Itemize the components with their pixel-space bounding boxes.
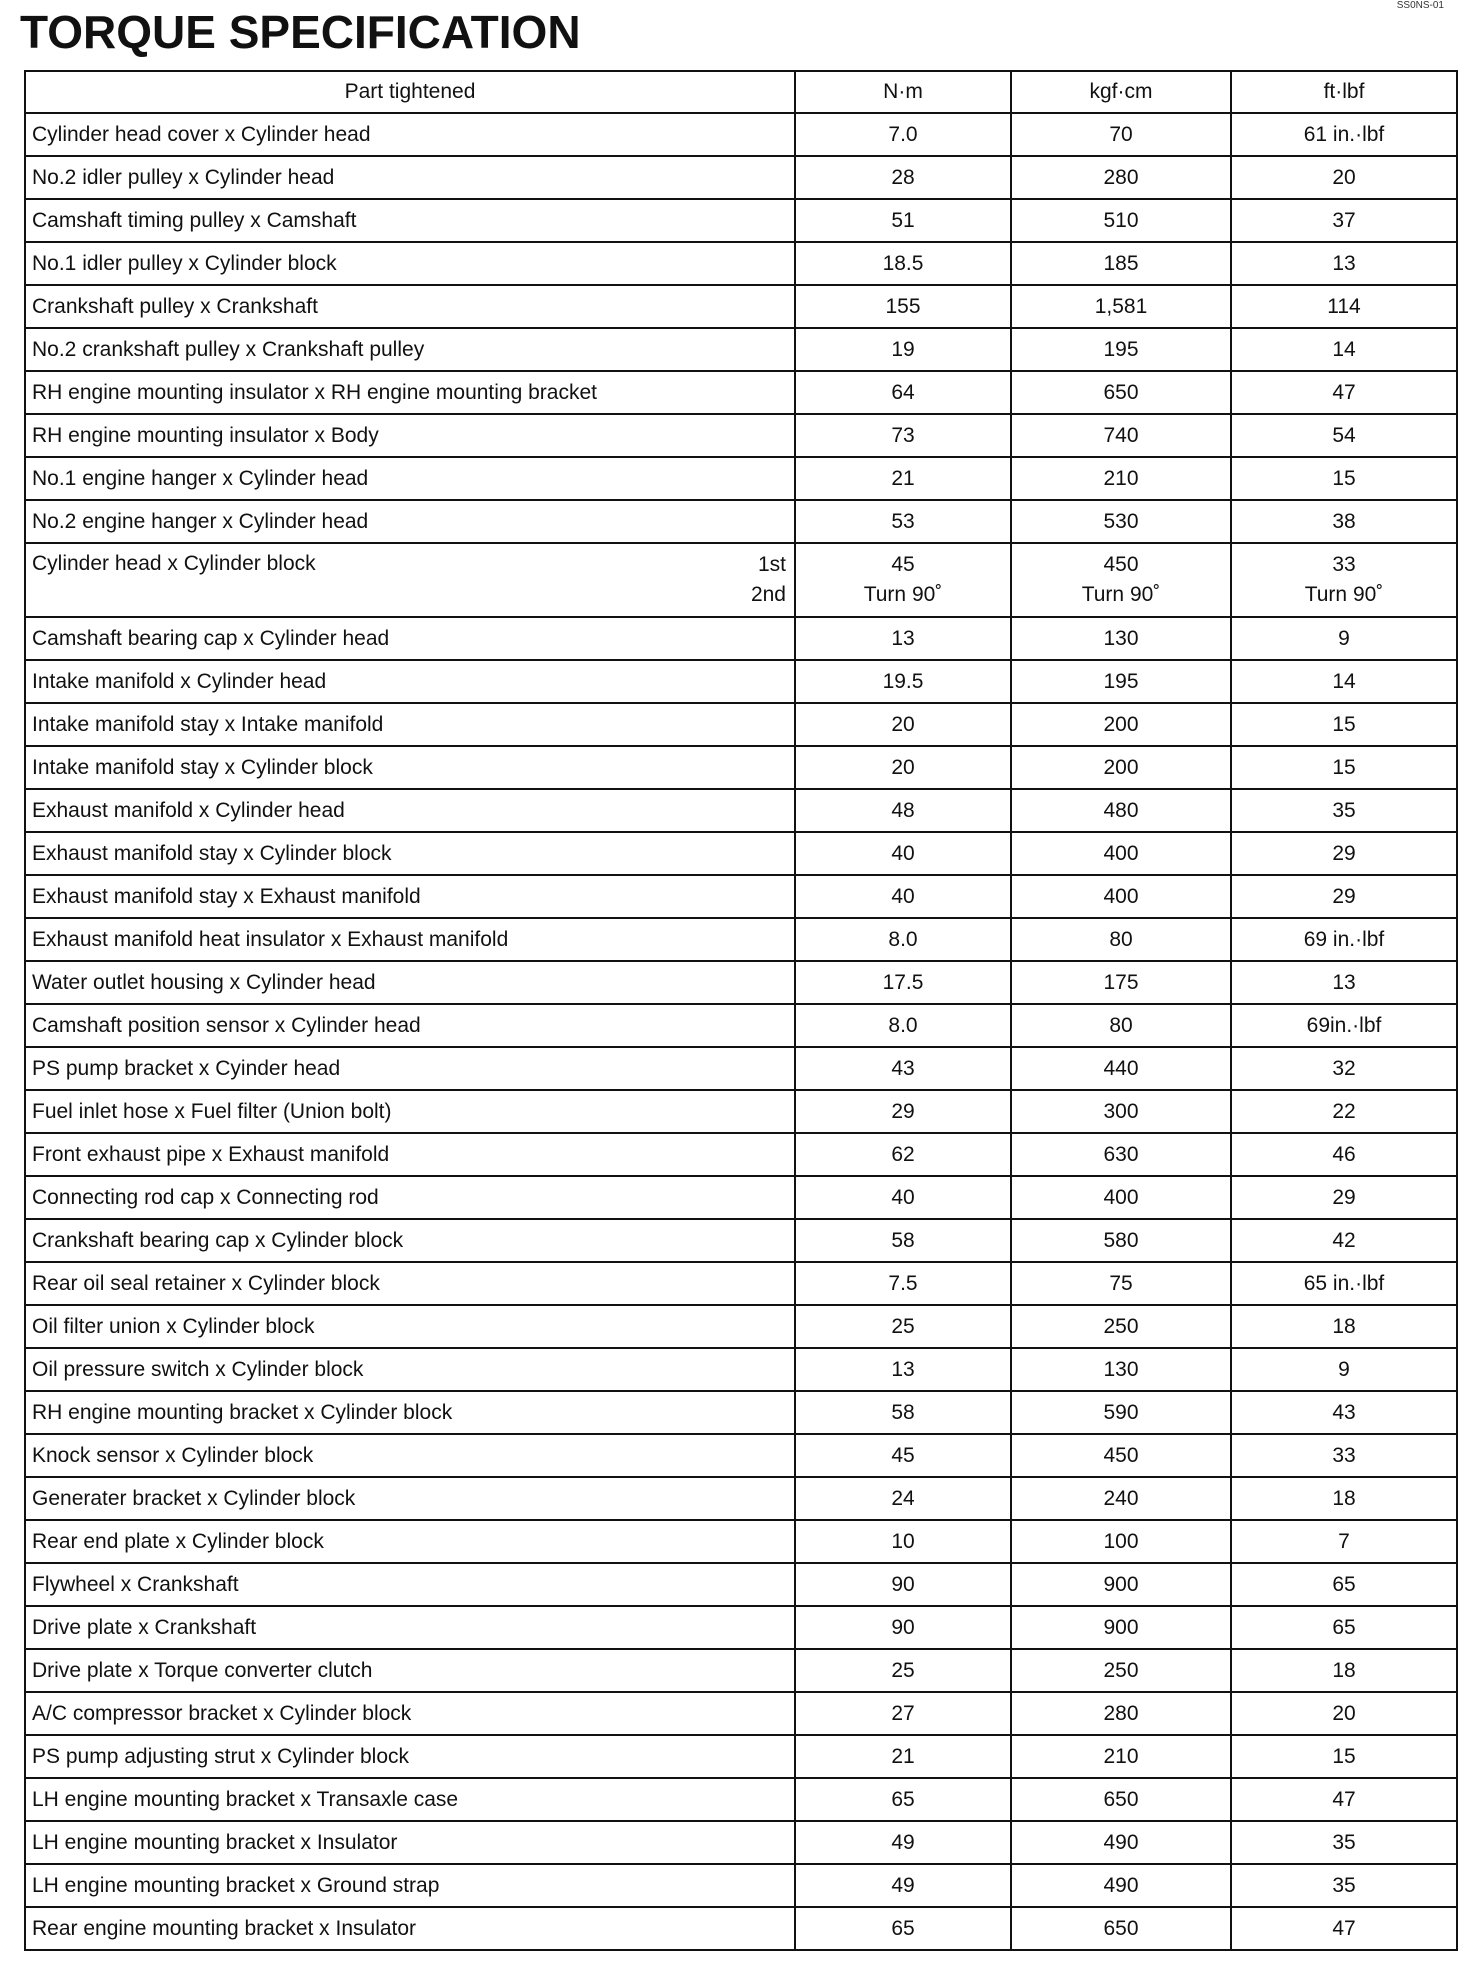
ftlbf-cell: 14 [1231,328,1457,371]
part-cell: Exhaust manifold x Cylinder head [25,789,795,832]
kgfcm-cell: 530 [1011,500,1231,543]
table-row [25,414,1457,457]
kgfcm-cell: 130 [1011,1348,1231,1391]
nm-cell: 21 [795,457,1011,500]
kgfcm-cell: 200 [1011,746,1231,789]
table-row [25,961,1457,1004]
table-row [25,500,1457,543]
header-nm: N·m [795,71,1011,113]
table-row [25,285,1457,328]
ftlbf-cell-step1: 33 [1332,553,1356,576]
nm-cell: 20 [795,746,1011,789]
table-row [25,1692,1457,1735]
ftlbf-cell: 9 [1231,617,1457,660]
table-row [25,1520,1457,1563]
part-cell: LH engine mounting bracket x Insulator [25,1821,795,1864]
table-row [25,1649,1457,1692]
nm-cell: 65 [795,1778,1011,1821]
ftlbf-cell: 20 [1231,1692,1457,1735]
kgfcm-cell: 250 [1011,1305,1231,1348]
ftlbf-cell: 7 [1231,1520,1457,1563]
ftlbf-cell: 29 [1231,875,1457,918]
kgfcm-cell: 175 [1011,961,1231,1004]
header-part: Part tightened [25,71,795,113]
kgfcm-cell: 490 [1011,1821,1231,1864]
nm-cell: 53 [795,500,1011,543]
part-cell: Rear end plate x Cylinder block [25,1520,795,1563]
kgfcm-cell: 210 [1011,1735,1231,1778]
nm-cell: 25 [795,1649,1011,1692]
part-cell: No.1 idler pulley x Cylinder block [25,242,795,285]
nm-cell-step1: 45 [891,553,915,576]
table-row [25,1047,1457,1090]
part-cell: No.1 engine hanger x Cylinder head [25,457,795,500]
part-cell: Camshaft position sensor x Cylinder head [25,1004,795,1047]
ftlbf-cell: 15 [1231,1735,1457,1778]
table-row [25,328,1457,371]
table-row [25,1090,1457,1133]
part-cell: Intake manifold x Cylinder head [25,660,795,703]
nm-cell: 90 [795,1606,1011,1649]
nm-cell: 29 [795,1090,1011,1133]
ftlbf-cell: 35 [1231,1821,1457,1864]
kgfcm-cell: 200 [1011,703,1231,746]
part-cell: Oil pressure switch x Cylinder block [25,1348,795,1391]
ftlbf-cell: 61 in.·lbf [1231,113,1457,156]
part-cell: Exhaust manifold stay x Cylinder block [25,832,795,875]
kgfcm-cell: 580 [1011,1219,1231,1262]
nm-cell: 40 [795,832,1011,875]
table-row [25,242,1457,285]
nm-cell: 13 [795,1348,1011,1391]
kgfcm-cell: 480 [1011,789,1231,832]
kgfcm-cell: 250 [1011,1649,1231,1692]
table-row [25,1434,1457,1477]
ftlbf-cell: 114 [1231,285,1457,328]
ftlbf-cell: 38 [1231,500,1457,543]
nm-cell: 62 [795,1133,1011,1176]
table-row [25,660,1457,703]
table-row [25,832,1457,875]
kgfcm-cell: 740 [1011,414,1231,457]
table-row [25,1477,1457,1520]
kgfcm-cell: 80 [1011,1004,1231,1047]
kgfcm-cell-step1: 450 [1103,553,1139,576]
nm-cell: 49 [795,1821,1011,1864]
kgfcm-cell: 900 [1011,1606,1231,1649]
ftlbf-cell: 69 in.·lbf [1231,918,1457,961]
kgfcm-cell: 450 [1011,1434,1231,1477]
table-row [25,1735,1457,1778]
ftlbf-cell: 65 in.·lbf [1231,1262,1457,1305]
kgfcm-cell: 490 [1011,1864,1231,1907]
part-cell: Rear engine mounting bracket x Insulator [25,1907,795,1950]
table-row [25,1606,1457,1649]
part-cell: Crankshaft bearing cap x Cylinder block [25,1219,795,1262]
ftlbf-cell: 35 [1231,1864,1457,1907]
kgfcm-cell: 70 [1011,113,1231,156]
table-row [25,1219,1457,1262]
nm-cell: 8.0 [795,918,1011,961]
kgfcm-cell: 80 [1011,918,1231,961]
nm-cell: 8.0 [795,1004,1011,1047]
ftlbf-cell: 47 [1231,371,1457,414]
nm-cell: 7.0 [795,113,1011,156]
table-body [25,113,1457,1950]
ftlbf-cell: 20 [1231,156,1457,199]
nm-cell: 19.5 [795,660,1011,703]
kgfcm-cell: 75 [1011,1262,1231,1305]
nm-cell: 155 [795,285,1011,328]
table-row [25,1391,1457,1434]
nm-cell: 13 [795,617,1011,660]
ftlbf-cell: 15 [1231,746,1457,789]
ftlbf-cell: 54 [1231,414,1457,457]
ftlbf-cell: 18 [1231,1477,1457,1520]
part-cell: Front exhaust pipe x Exhaust manifold [25,1133,795,1176]
kgfcm-cell: 210 [1011,457,1231,500]
kgfcm-cell: 650 [1011,1907,1231,1950]
header-ftlbf: ft·lbf [1231,71,1457,113]
kgfcm-cell: 650 [1011,1778,1231,1821]
nm-cell: 27 [795,1692,1011,1735]
part-cell: Camshaft bearing cap x Cylinder head [25,617,795,660]
kgfcm-cell: 100 [1011,1520,1231,1563]
ftlbf-cell: 69in.·lbf [1231,1004,1457,1047]
part-cell: RH engine mounting insulator x Body [25,414,795,457]
part-cell: RH engine mounting bracket x Cylinder block [25,1391,795,1434]
page-title: TORQUE SPECIFICATION [20,6,581,58]
part-cell: No.2 idler pulley x Cylinder head [25,156,795,199]
table-row [25,1563,1457,1606]
step-labels [751,550,786,610]
torque-table [24,70,1458,1951]
table-row [25,1821,1457,1864]
step-label-1st: 1st [757,553,786,576]
ftlbf-cell: 18 [1231,1649,1457,1692]
kgfcm-cell: 130 [1011,617,1231,660]
part-cell: Crankshaft pulley x Crankshaft [25,285,795,328]
part-cell: Knock sensor x Cylinder block [25,1434,795,1477]
ftlbf-cell: 46 [1231,1133,1457,1176]
nm-cell: 21 [795,1735,1011,1778]
nm-cell: 51 [795,199,1011,242]
part-cell: Intake manifold stay x Cylinder block [25,746,795,789]
part-cell: No.2 crankshaft pulley x Crankshaft pulley [25,328,795,371]
ftlbf-cell: 15 [1231,703,1457,746]
ftlbf-cell: 33 [1231,1434,1457,1477]
part-cell: LH engine mounting bracket x Ground strap [25,1864,795,1907]
part-cell: Flywheel x Crankshaft [25,1563,795,1606]
kgfcm-cell: 195 [1011,328,1231,371]
table-row [25,1262,1457,1305]
table-row [25,703,1457,746]
part-cell: RH engine mounting insulator x RH engine mounting bracket [25,371,795,414]
table-row [25,789,1457,832]
ftlbf-cell: 29 [1231,1176,1457,1219]
table-row [25,1305,1457,1348]
nm-cell: 90 [795,1563,1011,1606]
part-cell: LH engine mounting bracket x Transaxle case [25,1778,795,1821]
header-kgfcm: kgf·cm [1011,71,1231,113]
kgfcm-cell-step2: Turn 90˚ [1081,583,1161,606]
ftlbf-cell: 43 [1231,1391,1457,1434]
part-cell: Cylinder head cover x Cylinder head [25,113,795,156]
kgfcm-cell: 195 [1011,660,1231,703]
kgfcm-cell: 280 [1011,1692,1231,1735]
ftlbf-cell: 37 [1231,199,1457,242]
nm-cell: 73 [795,414,1011,457]
nm-cell: 49 [795,1864,1011,1907]
part-name: Cylinder head x Cylinder block [32,552,316,575]
table-row [25,1133,1457,1176]
kgfcm-cell: 240 [1011,1477,1231,1520]
part-cell: Drive plate x Crankshaft [25,1606,795,1649]
part-cell: PS pump adjusting strut x Cylinder block [25,1735,795,1778]
nm-cell [795,543,1011,617]
table-row [25,1348,1457,1391]
nm-cell: 40 [795,875,1011,918]
part-cell: Camshaft timing pulley x Camshaft [25,199,795,242]
nm-cell: 64 [795,371,1011,414]
part-cell: Rear oil seal retainer x Cylinder block [25,1262,795,1305]
kgfcm-cell: 1,581 [1011,285,1231,328]
ftlbf-cell: 14 [1231,660,1457,703]
step-label-2nd: 2nd [750,583,786,606]
ftlbf-cell: 13 [1231,242,1457,285]
ftlbf-cell-step2: Turn 90˚ [1304,583,1384,606]
table-row [25,371,1457,414]
table-row [25,1907,1457,1950]
ftlbf-cell: 65 [1231,1606,1457,1649]
ftlbf-cell: 9 [1231,1348,1457,1391]
table-row [25,156,1457,199]
nm-cell: 10 [795,1520,1011,1563]
part-cell: No.2 engine hanger x Cylinder head [25,500,795,543]
ftlbf-cell: 47 [1231,1778,1457,1821]
page-code: SS0NS-01 [1396,0,1444,11]
ftlbf-cell: 65 [1231,1563,1457,1606]
ftlbf-cell: 13 [1231,961,1457,1004]
nm-cell: 19 [795,328,1011,371]
ftlbf-cell [1231,543,1457,617]
kgfcm-cell: 400 [1011,832,1231,875]
nm-cell: 28 [795,156,1011,199]
part-cell: Exhaust manifold heat insulator x Exhaust manifold [25,918,795,961]
part-cell: Connecting rod cap x Connecting rod [25,1176,795,1219]
table-row [25,875,1457,918]
table-row [25,617,1457,660]
kgfcm-cell: 400 [1011,875,1231,918]
table-row [25,918,1457,961]
part-cell: Generater bracket x Cylinder block [25,1477,795,1520]
ftlbf-cell: 32 [1231,1047,1457,1090]
table-row [25,746,1457,789]
nm-cell: 58 [795,1219,1011,1262]
nm-cell-step2: Turn 90˚ [863,583,943,606]
part-cell: Intake manifold stay x Intake manifold [25,703,795,746]
table-header-row [25,71,1457,113]
part-cell: Drive plate x Torque converter clutch [25,1649,795,1692]
nm-cell: 45 [795,1434,1011,1477]
ftlbf-cell: 29 [1231,832,1457,875]
table-row [25,1778,1457,1821]
ftlbf-cell: 47 [1231,1907,1457,1950]
table-row [25,543,1457,617]
nm-cell: 48 [795,789,1011,832]
kgfcm-cell: 185 [1011,242,1231,285]
ftlbf-cell: 18 [1231,1305,1457,1348]
part-cell: Exhaust manifold stay x Exhaust manifold [25,875,795,918]
table-row [25,1176,1457,1219]
table-row [25,113,1457,156]
kgfcm-cell: 630 [1011,1133,1231,1176]
kgfcm-cell: 300 [1011,1090,1231,1133]
ftlbf-cell: 22 [1231,1090,1457,1133]
part-cell: Water outlet housing x Cylinder head [25,961,795,1004]
kgfcm-cell: 650 [1011,371,1231,414]
nm-cell: 58 [795,1391,1011,1434]
ftlbf-cell: 35 [1231,789,1457,832]
part-cell: A/C compressor bracket x Cylinder block [25,1692,795,1735]
kgfcm-cell: 440 [1011,1047,1231,1090]
part-cell: PS pump bracket x Cyinder head [25,1047,795,1090]
table-row [25,457,1457,500]
kgfcm-cell: 590 [1011,1391,1231,1434]
nm-cell: 65 [795,1907,1011,1950]
table-row [25,1004,1457,1047]
table-row [25,199,1457,242]
nm-cell: 25 [795,1305,1011,1348]
kgfcm-cell [1011,543,1231,617]
part-cell: Oil filter union x Cylinder block [25,1305,795,1348]
nm-cell: 20 [795,703,1011,746]
nm-cell: 17.5 [795,961,1011,1004]
kgfcm-cell: 280 [1011,156,1231,199]
ftlbf-cell: 15 [1231,457,1457,500]
ftlbf-cell: 42 [1231,1219,1457,1262]
nm-cell: 18.5 [795,242,1011,285]
part-cell: Fuel inlet hose x Fuel filter (Union bolt) [25,1090,795,1133]
nm-cell: 43 [795,1047,1011,1090]
part-cell [25,543,795,617]
table-row [25,1864,1457,1907]
nm-cell: 40 [795,1176,1011,1219]
kgfcm-cell: 900 [1011,1563,1231,1606]
kgfcm-cell: 510 [1011,199,1231,242]
nm-cell: 7.5 [795,1262,1011,1305]
kgfcm-cell: 400 [1011,1176,1231,1219]
nm-cell: 24 [795,1477,1011,1520]
